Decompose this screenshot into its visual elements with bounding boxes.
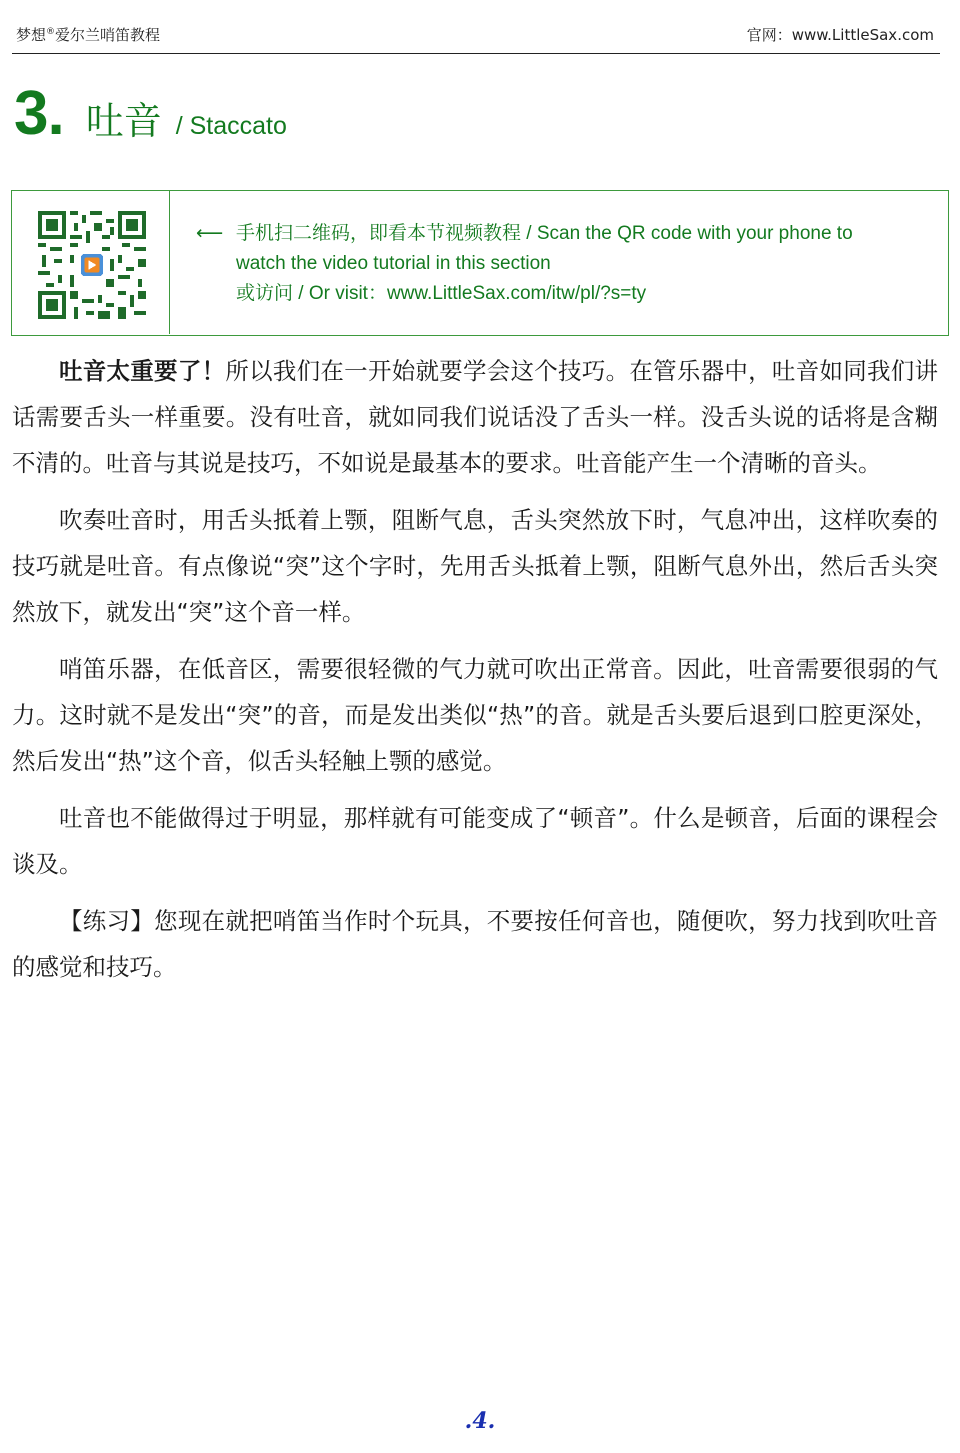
book-title-prefix: 梦想 <box>16 26 47 44</box>
page-header <box>12 0 940 54</box>
section-title-en: / Staccato <box>175 112 287 140</box>
qr-code-icon[interactable] <box>38 211 146 319</box>
paragraph-1-emphasis: 吐音太重要了！ <box>59 357 226 385</box>
paragraph-4: 吐音也不能做得过于明显，那样就有可能变成了“顿音”。什么是顿音，后面的课程会谈及。 <box>12 804 938 878</box>
paragraph-5: 【练习】您现在就把哨笛当作时个玩具，不要按任何音也，随便吹，努力找到吹吐音的感觉和技巧。 <box>12 907 938 981</box>
arrow-left-icon: ⟵ <box>196 223 224 244</box>
book-title <box>16 24 160 45</box>
website-label[interactable]: 官网：www.LittleSax.com <box>746 26 934 44</box>
section-title-zh: 吐音 <box>85 99 162 143</box>
registered-mark: ® <box>46 27 56 37</box>
qr-instructions <box>196 219 941 309</box>
qr-code-cell <box>12 191 170 334</box>
paragraph-1-text: 所以我们在一开始就要学会这个技巧。在管乐器中，吐音如同我们讲话需要舌头一样重要。没有吐音，就如同我们说话没了舌头一样。没舌头说的话将是含糊不清的。吐音与其说是技巧，不如说是最基本的要求。吐音能产生一个清晰的音头。 <box>12 357 939 477</box>
qr-visit-link[interactable]: 或访问 / Or visit：www.LittleSax.com/itw/pl/?s=ty <box>236 283 647 304</box>
qr-info-box <box>11 190 949 336</box>
section-title <box>14 78 287 148</box>
qr-line-2: watch the video tutorial in this section <box>236 253 551 274</box>
paragraph-3: 哨笛乐器，在低音区，需要很轻微的气力就可吹出正常音。因此，吐音需要很弱的气力。这时就不是发出“突”的音，而是发出类似“热”的音。就是舌头要后退到口腔更深处，然后发出“热”这个音，似舌头轻触上颚的感觉。 <box>12 655 938 775</box>
section-number: 3. <box>14 79 64 148</box>
page-number: .4. <box>464 1408 496 1434</box>
qr-line-1 <box>196 219 941 249</box>
lesson-body <box>12 348 938 1001</box>
paragraph-2: 吹奏吐音时，用舌头抵着上颚，阻断气息，舌头突然放下时，气息冲出，这样吹奏的技巧就是吐音。有点像说“突”这个字时，先用舌头抵着上颚，阻断气息外出，然后舌头突然放下，就发出“突”这个音一样。 <box>12 506 938 626</box>
paragraph-1 <box>12 348 938 486</box>
qr-instruction-text: 手机扫二维码，即看本节视频教程 / Scan the QR code with your phone to <box>236 223 853 244</box>
book-title-suffix: 爱尔兰哨笛教程 <box>55 26 161 44</box>
